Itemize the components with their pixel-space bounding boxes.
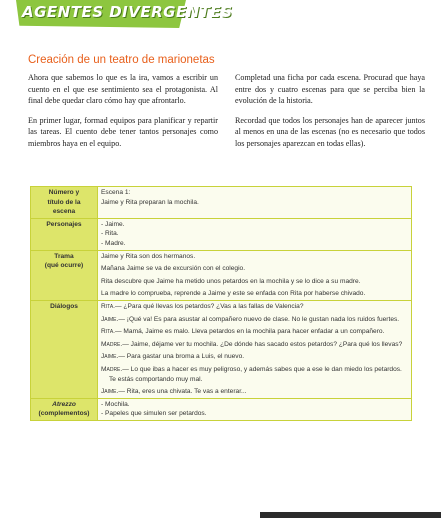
speaker-name: Madre	[101, 365, 121, 373]
dialogue-text: .— Rita, eres una chivata. Te vas a enterar...	[116, 388, 247, 396]
instruction-paragraph: Recordad que todos los personajes han de aparecer juntos al menos en una de las escenas (no es necesario que todos los personajes aparezcan en todas ellas).	[235, 115, 425, 148]
dialogue-line	[101, 315, 408, 325]
speaker-name: Madre	[101, 340, 121, 348]
dialogue-line	[101, 302, 408, 312]
dialogue-text: .— ¿Para qué llevas los petardos? ¿Vas a las fallas de Valencia?	[113, 302, 304, 310]
row-value	[98, 187, 412, 219]
label-line: escena	[52, 208, 76, 216]
instructions-left-column	[28, 72, 218, 158]
dialogue-text: .— Lo que ibas a hacer es muy peligroso, y además sabes que a ese le dan miedo los petardos. Te estás comportando muy mal.	[109, 365, 402, 383]
row-value	[98, 300, 412, 398]
dialogue-text: .— ¡Qué va! Es para asustar al compañero nuevo de clase. No le gustan nada los ruidos fuertes.	[116, 315, 400, 323]
table-row-numero	[31, 187, 412, 219]
speaker-name: Rita	[101, 328, 114, 336]
dialogue-line	[101, 352, 408, 362]
character-item: - Jaime.	[101, 220, 125, 228]
speaker-name: Jaime	[101, 353, 117, 361]
instruction-paragraph: Completad una ficha por cada escena. Procurad que haya entre dos y cuatro escenas para que se perciba bien la evolución de la historia.	[235, 73, 425, 106]
plot-item: Jaime y Rita son dos hermanos.	[101, 252, 196, 260]
dialogue-line	[101, 327, 408, 337]
table-row-atrezzo	[31, 398, 412, 420]
instruction-paragraph: Ahora que sabemos lo que es la ira, vamos a escribir un cuento en el que ese sentimiento sea el protagonista. Al final debe quedar claro cómo hay que afrontarlo.	[28, 73, 218, 106]
plot-item: Mañana Jaime se va de excursión con el colegio.	[101, 265, 246, 273]
dialogue-text: .— Jaime, déjame ver tu mochila. ¿De dónde has sacado estos petardos? ¿Para qué los llevas?	[120, 340, 403, 348]
speaker-name: Rita	[101, 302, 114, 310]
page-footer-bar	[260, 512, 441, 518]
label-line: Trama	[54, 252, 74, 260]
label-line: (complementos)	[38, 410, 90, 418]
row-label	[31, 398, 98, 420]
label-line: Número y	[48, 189, 80, 196]
section-banner	[0, 0, 441, 32]
table-row-personajes	[31, 218, 412, 250]
scene-title: Jaime y Rita preparan la mochila.	[101, 198, 199, 206]
table-row-trama	[31, 250, 412, 300]
label-line: título de la	[47, 198, 81, 206]
scene-number: Escena 1:	[101, 189, 131, 196]
plot-item: La madre lo comprueba, reprende a Jaime y este se enfada con Rita por haberse chivado.	[101, 290, 366, 298]
row-label: Diálogos	[31, 300, 98, 398]
prop-item: - Mochila.	[101, 400, 130, 408]
plot-item: Rita descubre que Jaime ha metido unos petardos en la mochila y se lo dice a su madre.	[101, 277, 361, 285]
dialogue-line	[101, 387, 408, 397]
dialogue-text: .— Para gastar una broma a Luis, el nuevo.	[116, 353, 245, 361]
label-line: Atrezzo	[52, 400, 76, 408]
prop-item: - Papeles que simulen ser petardos.	[101, 410, 207, 418]
row-value	[98, 250, 412, 300]
dialogue-line	[101, 340, 408, 350]
speaker-name: Jaime	[101, 388, 117, 396]
instruction-paragraph: En primer lugar, formad equipos para planificar y repartir las tareas. El cuento debe tener tantos personajes como miembros haya en el equipo.	[28, 115, 218, 148]
speaker-name: Jaime	[101, 315, 117, 323]
activity-title: Creación de un teatro de marionetas	[28, 54, 215, 66]
row-label	[31, 187, 98, 219]
dialogue-line	[101, 365, 408, 384]
row-label	[31, 250, 98, 300]
row-label: Personajes	[31, 218, 98, 250]
row-value	[98, 218, 412, 250]
scene-sheet-table	[30, 186, 412, 421]
character-item: - Rita.	[101, 230, 119, 238]
label-line: (qué ocurre)	[44, 262, 84, 270]
table-row-dialogos	[31, 300, 412, 398]
row-value	[98, 398, 412, 420]
banner-title: AGENTES DIVERGENTES	[22, 3, 233, 21]
dialogue-text: .— Mamá, Jaime es malo. Lleva petardos en la mochila para hacer enfadar a un compañero.	[113, 328, 385, 336]
instructions-right-column	[235, 72, 425, 158]
character-item: - Madre.	[101, 239, 126, 247]
